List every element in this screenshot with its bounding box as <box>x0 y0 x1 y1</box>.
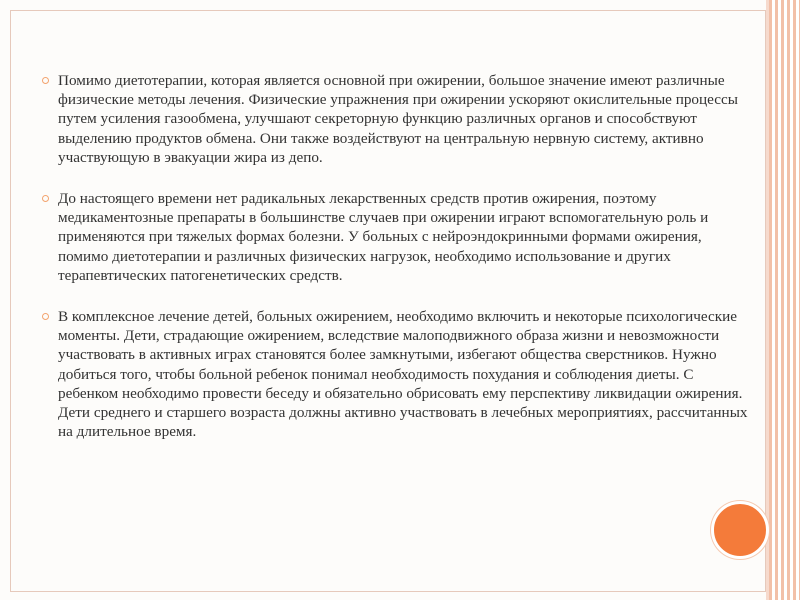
bullet-circle-icon <box>42 77 49 84</box>
paragraph-text: В комплексное лечение детей, больных ожирением, необходимо включить и некоторые психологические моменты. Дети, страдающие ожирением, вследствие малоподвижного образа жизни и невозможности участвовать в активных играх становятся более замкнутыми, избегают общества сверстников. Нужно добиться того, чтобы больной ребенок понимал необходимость похудания и соблюдения диеты. С ребенком необходимо провести беседу и обязательно обрисовать ему перспективу ликвидации ожирения. Дети среднего и старшего возраста должны активно участвовать в лечебных мероприятиях, рассчитанных на длительное время. <box>58 308 748 441</box>
paragraph-text: До настоящего времени нет радикальных лекарственных средств против ожирения, поэтому медикаментозные препараты в большинстве случаев при ожирении играют вспомогательную роль и применяются при тяжелых формах болезни. У больных с нейроэндокринными формами ожирения, помимо диетотерапии и различных физических нагрузок, необходимо использование и других терапевтических патогенетических средств. <box>58 190 709 284</box>
bullet-circle-icon <box>42 195 49 202</box>
decorative-stripes <box>769 0 800 600</box>
bullet-paragraph-2 <box>58 189 748 285</box>
slide-content <box>58 71 748 463</box>
orange-circle-decoration <box>711 501 769 559</box>
bullet-paragraph-1 <box>58 71 748 167</box>
bullet-circle-icon <box>42 313 49 320</box>
paragraph-text: Помимо диетотерапии, которая является основной при ожирении, большое значение имеют различные физические методы лечения. Физические упражнения при ожирении ускоряют окислительные процессы путем усиления газообмена, улучшают секреторную функцию различных органов и способствуют выделению продуктов обмена. Они также воздействуют на центральную нервную систему, активно участвующую в эвакуации жира из депо. <box>58 72 738 166</box>
bullet-paragraph-3 <box>58 307 748 441</box>
